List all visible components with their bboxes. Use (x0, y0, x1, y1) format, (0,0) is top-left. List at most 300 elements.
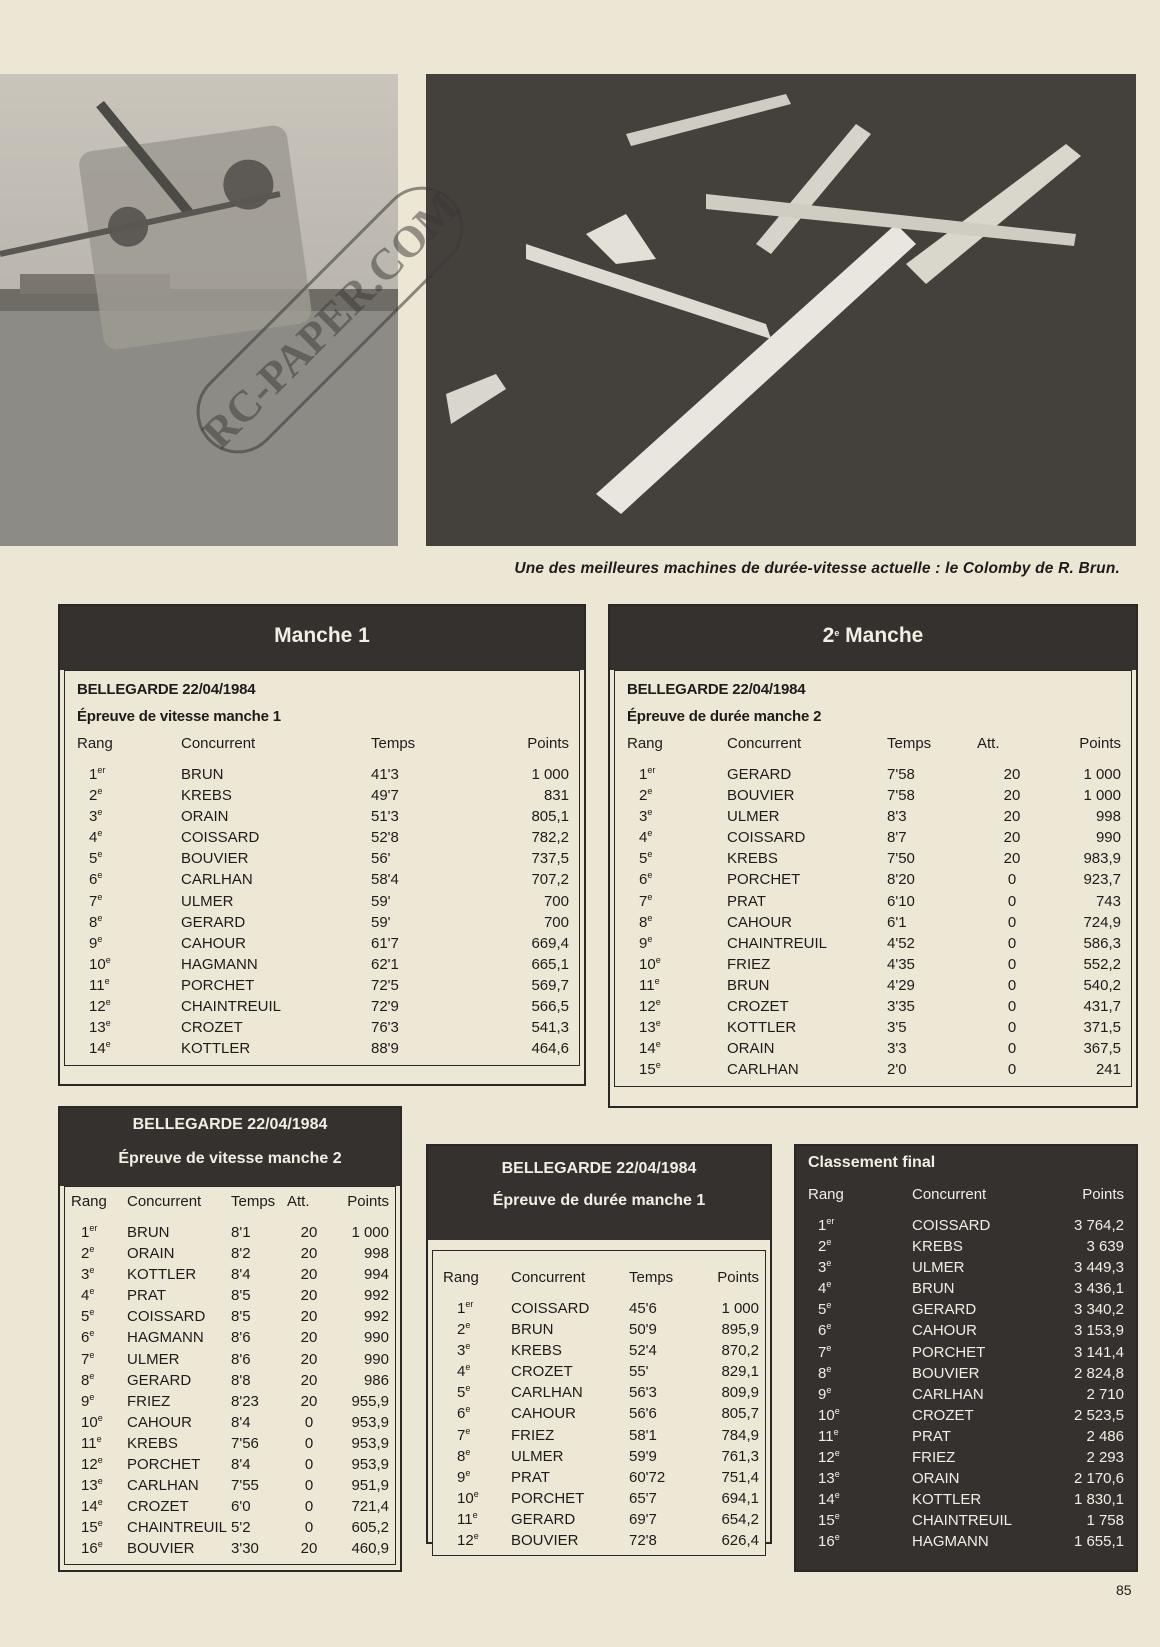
rank-cell: 13e (81, 1476, 103, 1495)
col-points: Points (717, 1269, 759, 1286)
att-cell: 0 (1007, 955, 1017, 973)
time-cell: 3'35 (887, 998, 915, 1016)
att-cell: 20 (300, 1287, 318, 1305)
att-cell: 0 (1007, 1040, 1017, 1058)
att-cell: 0 (1007, 934, 1017, 952)
rank-cell: 6e (639, 870, 653, 889)
time-cell: 2'0 (887, 1061, 907, 1079)
time-cell: 69'7 (629, 1510, 657, 1528)
time-cell: 88'9 (371, 1040, 399, 1058)
points-cell: 895,9 (721, 1321, 759, 1339)
points-cell: 953,9 (351, 1456, 389, 1474)
att-cell: 20 (300, 1224, 318, 1241)
table-row (808, 1363, 1124, 1384)
name-cell: KREBS (511, 1342, 562, 1360)
name-cell: PORCHET (727, 871, 801, 889)
rank-cell: 8e (457, 1446, 471, 1465)
points-cell: 540,2 (1083, 976, 1121, 994)
rank-cell: 9e (89, 933, 103, 952)
time-cell: 8'20 (887, 871, 915, 889)
rank-cell: 10e (81, 1412, 103, 1431)
rank-cell: 12e (89, 997, 111, 1016)
rank-cell: 1er (81, 1223, 98, 1241)
table-row (627, 891, 1121, 912)
rank-cell: 14e (89, 1039, 111, 1058)
manche2-title: 2e Manche (822, 624, 924, 647)
points-cell: 998 (363, 1245, 389, 1263)
table-row (71, 1243, 389, 1264)
att-cell: 0 (1007, 998, 1017, 1016)
points-cell: 992 (363, 1287, 389, 1305)
time-cell: 52'4 (629, 1342, 657, 1360)
points-cell: 665,1 (531, 955, 569, 973)
rank-cell: 10e (89, 954, 111, 973)
name-cell: CAHOUR (127, 1413, 193, 1431)
time-cell: 3'3 (887, 1040, 907, 1058)
rank-cell: 8e (81, 1370, 95, 1389)
name-cell: CARLHAN (511, 1384, 583, 1402)
manche1-header (60, 606, 584, 670)
name-cell: ORAIN (181, 808, 229, 826)
name-cell: ULMER (127, 1350, 180, 1368)
points-cell: 986 (363, 1371, 389, 1389)
att-cell: 0 (304, 1519, 314, 1537)
col-rang: Rang (808, 1186, 844, 1203)
table-row (71, 1517, 389, 1538)
time-cell: 4'35 (887, 955, 915, 973)
name-cell: KOTTLER (727, 1019, 797, 1037)
table-row (71, 1370, 389, 1391)
rank-cell: 2e (639, 786, 653, 805)
table-row (71, 1222, 389, 1243)
points-cell: 241 (1095, 1061, 1121, 1079)
name-cell: CROZET (727, 998, 789, 1016)
time-cell: 6'1 (887, 913, 907, 931)
time-cell: 6'0 (231, 1498, 251, 1516)
points-cell: 983,9 (1083, 850, 1121, 868)
rank-cell: 14e (81, 1497, 103, 1516)
name-cell: KOTTLER (912, 1491, 982, 1509)
name-cell: BOUVIER (727, 787, 795, 805)
time-cell: 8'5 (231, 1308, 251, 1326)
manche1-subtitle: Épreuve de vitesse manche 1 (77, 708, 281, 725)
rank-cell: 8e (818, 1363, 832, 1382)
points-cell: 923,7 (1083, 871, 1121, 889)
time-cell: 76'3 (371, 1019, 399, 1037)
table-row (808, 1531, 1124, 1552)
time-cell: 49'7 (371, 787, 399, 805)
points-cell: 654,2 (721, 1510, 759, 1528)
time-cell: 7'58 (887, 766, 915, 783)
name-cell: HAGMANN (912, 1533, 989, 1551)
name-cell: CARLHAN (727, 1061, 799, 1079)
points-cell: 3 340,2 (1073, 1301, 1124, 1319)
name-cell: ULMER (727, 808, 780, 826)
rank-cell: 3e (818, 1258, 832, 1277)
rank-cell: 5e (457, 1383, 471, 1402)
name-cell: CAHOUR (912, 1322, 978, 1340)
table-row (627, 764, 1121, 785)
rank-cell: 6e (457, 1404, 471, 1423)
table-row (71, 1475, 389, 1496)
points-cell: 1 000 (1083, 766, 1121, 783)
time-cell: 72'8 (629, 1532, 657, 1550)
table-row (627, 933, 1121, 954)
att-cell: 20 (300, 1392, 318, 1410)
time-cell: 45'6 (629, 1300, 657, 1317)
table-row (443, 1361, 759, 1382)
points-cell: 3 764,2 (1073, 1217, 1124, 1234)
table-row (808, 1320, 1124, 1341)
table-row (77, 912, 569, 933)
name-cell: PORCHET (511, 1489, 585, 1507)
name-cell: PRAT (511, 1468, 550, 1486)
col-temps: Temps (231, 1193, 276, 1210)
name-cell: BRUN (127, 1224, 170, 1241)
rank-cell: 2e (89, 786, 103, 805)
points-cell: 784,9 (721, 1426, 759, 1444)
manche1-title: Manche 1 (274, 624, 370, 647)
table-row (71, 1538, 389, 1559)
name-cell: FRIEZ (511, 1426, 555, 1444)
points-cell: 1 758 (1086, 1512, 1124, 1530)
manche1-results (77, 735, 569, 1059)
points-cell: 2 523,5 (1073, 1406, 1124, 1424)
vitesse2-header (60, 1108, 400, 1186)
name-cell: CAHOUR (181, 934, 247, 952)
points-cell: 626,4 (721, 1532, 759, 1550)
manche2-table (608, 604, 1138, 1108)
rank-cell: 12e (639, 997, 661, 1016)
att-cell: 20 (1003, 850, 1021, 868)
table-row (77, 869, 569, 890)
table-row (627, 848, 1121, 869)
table-row (77, 891, 569, 912)
time-cell: 8'4 (231, 1413, 251, 1431)
rank-cell: 12e (81, 1455, 103, 1474)
time-cell: 41'3 (371, 766, 399, 783)
rank-cell: 15e (818, 1511, 840, 1530)
col-points: Points (527, 735, 569, 752)
name-cell: CAHOUR (511, 1405, 577, 1423)
points-cell: 566,5 (531, 998, 569, 1016)
points-cell: 541,3 (531, 1019, 569, 1037)
rank-cell: 5e (89, 849, 103, 868)
col-rang: Rang (77, 735, 113, 752)
rank-cell: 4e (639, 828, 653, 847)
rank-cell: 9e (818, 1384, 832, 1403)
points-cell: 805,7 (721, 1405, 759, 1423)
time-cell: 8'4 (231, 1456, 251, 1474)
name-cell: COISSARD (511, 1300, 590, 1317)
manche2-results (627, 735, 1121, 1080)
points-cell: 694,1 (721, 1489, 759, 1507)
col-points: Points (1079, 735, 1121, 752)
points-cell: 2 486 (1086, 1427, 1124, 1445)
duree1-table (426, 1144, 772, 1550)
att-cell: 20 (1003, 787, 1021, 805)
points-cell: 994 (363, 1266, 389, 1284)
rank-cell: 2e (81, 1244, 95, 1263)
name-cell: ULMER (181, 892, 234, 910)
rank-cell: 14e (639, 1039, 661, 1058)
table-row (71, 1264, 389, 1285)
time-cell: 3'5 (887, 1019, 907, 1037)
rank-cell: 9e (639, 933, 653, 952)
rank-cell: 1er (639, 765, 656, 783)
table-row (77, 827, 569, 848)
table-row (808, 1236, 1124, 1257)
points-cell: 1 830,1 (1073, 1491, 1124, 1509)
name-cell: PORCHET (127, 1456, 201, 1474)
rank-cell: 3e (81, 1265, 95, 1284)
time-cell: 8'5 (231, 1287, 251, 1305)
time-cell: 5'2 (231, 1519, 251, 1537)
rank-cell: 10e (639, 954, 661, 973)
rank-cell: 12e (818, 1448, 840, 1467)
rank-cell: 15e (639, 1060, 661, 1079)
points-cell: 990 (363, 1350, 389, 1368)
time-cell: 7'56 (231, 1434, 259, 1452)
rank-cell: 4e (457, 1362, 471, 1381)
att-cell: 0 (1007, 913, 1017, 931)
name-cell: BOUVIER (912, 1364, 980, 1382)
points-cell: 3 153,9 (1073, 1322, 1124, 1340)
time-cell: 6'10 (887, 892, 915, 910)
name-cell: KREBS (727, 850, 778, 868)
att-cell: 20 (1003, 766, 1021, 783)
final-table (794, 1144, 1138, 1572)
points-cell: 2 293 (1086, 1449, 1124, 1467)
att-cell: 20 (300, 1266, 318, 1284)
rank-cell: 11e (89, 975, 110, 994)
table-row (443, 1425, 759, 1446)
time-cell: 59'9 (629, 1447, 657, 1465)
att-cell: 20 (1003, 829, 1021, 847)
rank-cell: 11e (457, 1509, 478, 1528)
name-cell: KREBS (181, 787, 232, 805)
table-row (71, 1412, 389, 1433)
table-row (77, 975, 569, 996)
att-cell: 0 (304, 1498, 314, 1516)
rank-cell: 13e (89, 1018, 111, 1037)
name-cell: CAHOUR (727, 913, 793, 931)
table-row (77, 785, 569, 806)
name-cell: PORCHET (912, 1343, 986, 1361)
time-cell: 8'6 (231, 1329, 251, 1347)
rank-cell: 6e (818, 1321, 832, 1340)
rank-cell: 7e (81, 1349, 95, 1368)
points-cell: 1 000 (1083, 787, 1121, 805)
points-cell: 464,6 (531, 1040, 569, 1058)
points-cell: 743 (1095, 892, 1121, 910)
name-cell: CHAINTREUIL (727, 934, 828, 952)
time-cell: 51'3 (371, 808, 399, 826)
rank-cell: 10e (818, 1405, 840, 1424)
table-row (808, 1215, 1124, 1236)
rank-cell: 6e (89, 870, 103, 889)
rank-cell: 10e (457, 1488, 479, 1507)
name-cell: CARLHAN (127, 1477, 199, 1495)
table-row (77, 1038, 569, 1059)
points-cell: 721,4 (351, 1498, 389, 1516)
manche1-table (58, 604, 586, 1086)
points-cell: 3 639 (1086, 1238, 1124, 1256)
col-concurrent: Concurrent (727, 735, 802, 752)
rank-cell: 16e (818, 1532, 840, 1551)
duree1-meta: BELLEGARDE 22/04/1984 (501, 1160, 697, 1177)
table-row (443, 1403, 759, 1424)
time-cell: 8'23 (231, 1392, 259, 1410)
table-row (443, 1298, 759, 1319)
table-row (627, 1038, 1121, 1059)
att-cell: 0 (1007, 892, 1017, 910)
final-title: Classement final (808, 1154, 936, 1171)
rank-cell: 16e (81, 1539, 103, 1558)
points-cell: 367,5 (1083, 1040, 1121, 1058)
rank-cell: 2e (457, 1320, 471, 1339)
table-row (71, 1349, 389, 1370)
table-row (627, 827, 1121, 848)
table-row (808, 1426, 1124, 1447)
points-cell: 782,2 (531, 829, 569, 847)
rank-cell: 13e (818, 1469, 840, 1488)
table-row (808, 1299, 1124, 1320)
points-cell: 998 (1095, 808, 1121, 826)
time-cell: 8'8 (231, 1371, 251, 1389)
name-cell: BRUN (511, 1321, 554, 1339)
points-cell: 371,5 (1083, 1019, 1121, 1037)
col-rang: Rang (627, 735, 663, 752)
table-row (71, 1391, 389, 1412)
table-row (71, 1306, 389, 1327)
time-cell: 72'5 (371, 976, 399, 994)
points-cell: 953,9 (351, 1413, 389, 1431)
name-cell: PORCHET (181, 976, 255, 994)
table-row (808, 1257, 1124, 1278)
table-row (71, 1454, 389, 1475)
time-cell: 8'6 (231, 1350, 251, 1368)
name-cell: KREBS (912, 1238, 963, 1256)
rank-cell: 6e (81, 1328, 95, 1347)
manche2-header (610, 606, 1136, 670)
name-cell: BRUN (181, 766, 224, 783)
table-row (77, 933, 569, 954)
manche1-meta: BELLEGARDE 22/04/1984 (77, 681, 256, 698)
vitesse2-results (71, 1193, 389, 1560)
rank-cell: 1er (457, 1299, 474, 1317)
points-cell: 955,9 (351, 1392, 389, 1410)
watermark-seal (130, 130, 530, 510)
col-points: Points (347, 1193, 389, 1210)
name-cell: FRIEZ (912, 1449, 956, 1467)
rank-cell: 5e (818, 1300, 832, 1319)
table-row (627, 785, 1121, 806)
time-cell: 59' (371, 892, 391, 910)
table-row (77, 1017, 569, 1038)
time-cell: 8'2 (231, 1245, 251, 1263)
points-cell: 2 170,6 (1073, 1470, 1124, 1488)
time-cell: 56'3 (629, 1384, 657, 1402)
table-row (808, 1384, 1124, 1405)
time-cell: 50'9 (629, 1321, 657, 1339)
rank-cell: 8e (639, 912, 653, 931)
name-cell: GERARD (181, 913, 246, 931)
points-cell: 2 824,8 (1073, 1364, 1124, 1382)
col-concurrent: Concurrent (912, 1186, 987, 1203)
rank-cell: 11e (81, 1433, 102, 1452)
col-concurrent: Concurrent (181, 735, 256, 752)
points-cell: 605,2 (351, 1519, 389, 1537)
table-row (71, 1285, 389, 1306)
points-cell: 586,3 (1083, 934, 1121, 952)
time-cell: 7'55 (231, 1477, 259, 1495)
duree1-header (428, 1146, 770, 1240)
points-cell: 1 000 (351, 1224, 389, 1241)
vitesse2-subtitle: Épreuve de vitesse manche 2 (118, 1150, 342, 1167)
points-cell: 2 710 (1086, 1385, 1124, 1403)
vitesse2-table (58, 1106, 402, 1572)
att-cell: 20 (300, 1540, 318, 1558)
name-cell: FRIEZ (727, 955, 771, 973)
att-cell: 0 (304, 1434, 314, 1452)
att-cell: 20 (300, 1371, 318, 1389)
time-cell: 4'52 (887, 934, 915, 952)
time-cell: 3'30 (231, 1540, 259, 1558)
table-row (443, 1467, 759, 1488)
name-cell: COISSARD (127, 1308, 206, 1326)
name-cell: ULMER (912, 1259, 965, 1277)
duree1-results (443, 1269, 759, 1551)
time-cell: 7'50 (887, 850, 915, 868)
rank-cell: 9e (457, 1467, 471, 1486)
table-row (443, 1340, 759, 1361)
rank-cell: 3e (89, 807, 103, 826)
points-cell: 831 (543, 787, 569, 805)
name-cell: GERARD (912, 1301, 977, 1319)
points-cell: 460,9 (351, 1540, 389, 1558)
table-row (808, 1278, 1124, 1299)
name-cell: HAGMANN (181, 955, 258, 973)
points-cell: 700 (543, 892, 569, 910)
table-row (77, 764, 569, 785)
points-cell: 992 (363, 1308, 389, 1326)
time-cell: 8'1 (231, 1224, 251, 1241)
rank-cell: 4e (81, 1286, 95, 1305)
name-cell: GERARD (127, 1371, 192, 1389)
table-row (808, 1468, 1124, 1489)
rank-cell: 3e (639, 807, 653, 826)
att-cell: 0 (1007, 976, 1017, 994)
att-cell: 0 (304, 1413, 314, 1431)
points-cell: 669,4 (531, 934, 569, 952)
time-cell: 58'4 (371, 871, 399, 889)
table-row (808, 1342, 1124, 1363)
time-cell: 55' (629, 1363, 649, 1381)
points-cell: 3 449,3 (1073, 1259, 1124, 1277)
table-row (627, 1059, 1121, 1080)
rank-cell: 2e (818, 1237, 832, 1256)
table-row (627, 975, 1121, 996)
points-cell: 951,9 (351, 1477, 389, 1495)
col-temps: Temps (887, 735, 932, 752)
rank-cell: 3e (457, 1341, 471, 1360)
name-cell: GERARD (511, 1510, 576, 1528)
name-cell: BOUVIER (511, 1532, 579, 1550)
time-cell: 62'1 (371, 955, 399, 973)
manche2-meta: BELLEGARDE 22/04/1984 (627, 681, 806, 698)
rank-cell: 1er (818, 1216, 835, 1234)
